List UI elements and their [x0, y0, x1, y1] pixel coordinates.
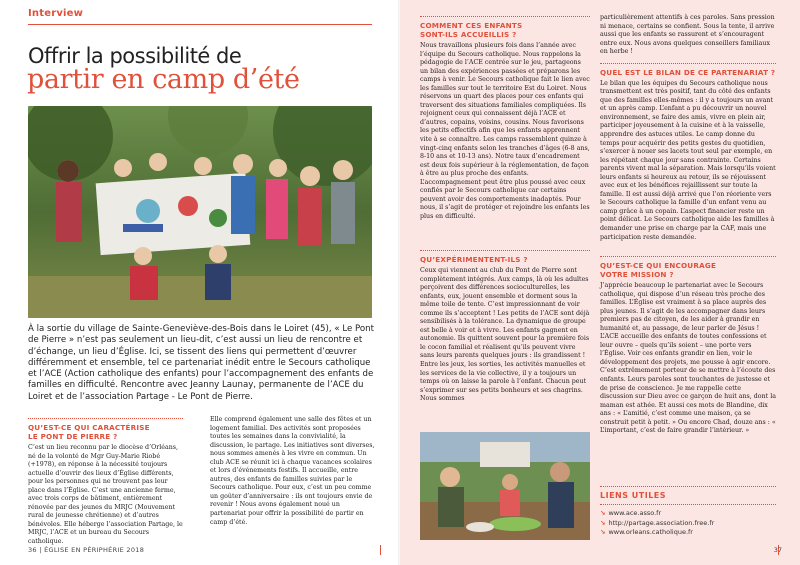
question-heading-5-line-2: VOTRE MISSION ?: [600, 270, 674, 279]
answer-1-text: C’est un lieu reconnu par le diocèse d’Orléans, né de la volonté de Mgr Guy-Marie Riobé (+1978), en réponse à la nécessité toujours actuelle d’ouvrir des lieux d’Église différents, pour les personnes qui ne trouvent pas leur place dans l’Église. C’est une ancienne ferme, avec trois corps de bâtiment, entièrement rénovée par des jeunes du MRJC (Mouvement rural de jeunesse chrétienne) et d’autres bénévoles. Elle héberge l’association Partage, le MRJC, l’ACE et un bureau du Secours catholique.: [28, 444, 183, 546]
question-heading-2: [420, 21, 590, 39]
link-ace[interactable]: [600, 509, 776, 519]
right-page: [400, 0, 800, 565]
headline-line-1: Offrir la possibilité de: [28, 44, 242, 68]
useful-links-box: [600, 484, 776, 538]
arrow-icon: ↘: [600, 509, 606, 517]
answer-1-continued-text: Elle comprend également une salle des fêtes et un logement familial. Des activités sont proposées toutes les semaines dans la convivialité, la discussion, le partage. Les initiatives sont diverses, nous sommes amenés à les vivre en commun. Un club ACE se réunit ici à chaque vacances scolaires et lors d’événements festifs. Il accueille, entre autres, des enfants de familles suivies par le Secours catholique. Pour eux, c’est un peu comme un goûter d’anniversaire : ils ont toujours envie de revenir ! Nous avons également noué un partenariat pour offrir la possibilité de partir en camp d’été.: [210, 416, 375, 526]
link-orleans[interactable]: [600, 528, 776, 538]
left-column-2: [210, 416, 375, 527]
right-column-1-lower: [420, 248, 590, 404]
question-heading-1-line-2: LE PONT DE PIERRE ?: [28, 432, 118, 441]
links-divider-bottom: [600, 504, 776, 505]
question-heading-1-line-1: QU’EST-CE QUI CARACTÉRISE: [28, 423, 150, 432]
answer-3-continued-text: particulièrement attentifs à ces paroles. Sans pression ni menace, certains se confient. Sous la tente, il arrive aussi que les enfants se rassurent et s’encouragent entre eux. Nous avons quelques conseillers familiaux en herbe !: [600, 14, 775, 56]
photo-children-cooking: [420, 432, 590, 540]
right-column-1: [420, 14, 590, 221]
question-heading-4: QUEL EST LE BILAN DE CE PARTENARIAT ?: [600, 67, 776, 77]
group-photo-children-banner: [28, 106, 372, 318]
links-divider: [600, 486, 776, 487]
intro-paragraph: À la sortie du village de Sainte-Geneviève-des-Bois dans le Loiret (45), « Le Pont de Pierre » n’est pas seulement un lieu-dit, c’est aussi un lieu de rencontre et d’échange, un lieu d’Église. Ici, se tissent des liens qui permettent d’œuvrer différemment et ensemble, tel ce partenariat inédit entre le Secours catholique et l’ACE (Action catholique des enfants) pour l’accompagnement des enfants de familles en difficulté. Rencontre avec Jeanny Launay, permanente de l’ACE du Loiret et de l’association Partage - Le Pont de Pierre.: [28, 324, 374, 402]
group-photo-illustration: [28, 106, 372, 318]
left-folio-bar: [380, 545, 381, 555]
question-heading-1: [28, 423, 183, 441]
question-divider: [420, 16, 590, 17]
arrow-icon: ↘: [600, 518, 606, 527]
left-column-1: [28, 416, 183, 547]
question-divider: [600, 256, 776, 257]
link-orleans-text[interactable]: www.orleans.catholique.fr: [608, 528, 693, 536]
question-divider: [28, 418, 183, 419]
right-folio: 37: [773, 546, 782, 554]
answer-2-text: Nous travaillons plusieurs fois dans l’année avec l’équipe du Secours catholique. Nous rappelons la pédagogie de l’ACE centrée sur le jeu, partageons un bilan des expériences passées et préparons les camps à venir. Le Secours catholique fait le lien avec les familles sur tout le territoire Est du Loiret. Nous réservons un quart des places pour ces enfants qui traversent des situations familiales compliquées. Ils rejoignent ceux qui connaissent déjà l’ACE et d’autres, copains, voisins, cousins. Nous favorisons les petits effectifs afin que les enfants apprennent vite à se connaître. Les camps rassemblent quinze à vingt-cinq enfants selon les tranches d’âges (6-8 ans, 8-10 ans et 10-13 ans). Notre taux d’encadrement est deux fois supérieur à la réglementation, de façon à être au plus proche des enfants. L’accompagnement peut être plus poussé avec ceux confiés par le Secours catholique car certains peuvent avoir des comportements inadaptés. Pour nous, il s’agit de protéger et rejoindre les enfants les plus en difficulté.: [420, 42, 590, 220]
question-divider: [600, 63, 776, 64]
question-divider: [420, 250, 590, 251]
rubric-divider: [28, 24, 372, 25]
link-partage-text[interactable]: http://partage.association.free.fr: [608, 518, 715, 527]
question-heading-3: QU’EXPÉRIMENTENT-ILS ?: [420, 255, 528, 264]
section-rubric: Interview: [28, 8, 84, 19]
useful-links-title: LIENS UTILES: [600, 491, 667, 500]
left-folio: 36 | ÉGLISE EN PÉRIPHÉRIE 2018: [28, 546, 145, 554]
question-heading-5-line-1: QU’EST-CE QUI ENCOURAGE: [600, 261, 717, 270]
answer-5-text: J’apprécie beaucoup le partenariat avec le Secours catholique, qui dispose d’un réseau très proche des familles. L’Église est vraiment à sa place auprès des plus jeunes. Il s’agit de les accompagner dans leurs premiers pas de citoyen, de les aider à grandir en humanité et, au passage, de leur parler de Jésus ! L’ACE accueille des enfants de toutes confessions et leur ouvre – quels qu’ils soient – une porte vers l’Église. Voir ces enfants grandir en lien, voir le développement des projets, me pousse à agir encore. C’est extrêmement porteur de se mettre à l’écoute des enfants. Leurs paroles sont touchantes de justesse et de prise de conscience. Je me rappelle cette discussion sur Dieu avec ce garçon de huit ans, dont la maman est athée. Et aussi ces mots de Blandine, dix ans : « L’amitié, c’est comme une maison, ça se construit petit à petit. » Ou encore Chad, douze ans : « L’important, c’est de faire grandir l’intérieur. »: [600, 282, 776, 435]
question-heading-2-line-2: SONT-ILS ACCUEILLIS ?: [420, 30, 517, 39]
right-column-2: [600, 14, 776, 242]
link-partage[interactable]: [600, 519, 776, 529]
headline-line-2: partir en camp d’été: [27, 64, 300, 95]
arrow-icon: ↘: [600, 528, 606, 536]
answer-4-text: Le bilan que les équipes du Secours catholique nous transmettent est très positif, tant du côté des enfants que des familles elles-mêmes : il y a toujours un avant et un après camp. L’enfant a pu découvrir un nouvel environnement, se faire des amis, vivre en plein air, participer joyeusement à la cuisine et à la vaisselle, apprendre des astuces utiles. Le camp donne du temps pour acquérir des petits gestes du quotidien, s’exercer à nouer ses lacets tout seul par exemple, en les répétant chaque jour sans contrainte. Certains parents vivent mal la séparation. Mais lorsqu’ils voient leurs enfants si heureux au retour, ils se réjouissent avec eux et les bénéfices rejaillissent sur toute la famille. Il est aussi déjà arrivé que l’on réoriente vers le Secours catholique la famille d’un enfant venu au camp grâce à un copain. L’aspect financier reste un point délicat. Le Secours catholique aide les familles à demander une prise en charge par la CAF, mais une participation reste demandée.: [600, 79, 776, 241]
question-heading-5: [600, 261, 776, 279]
right-column-2-lower: [600, 254, 776, 436]
cooking-photo-illustration: [420, 432, 590, 540]
answer-3-text: Ceux qui viennent au club du Pont de Pierre sont complètement intégrés. Aux camps, là où les adultes perçoivent des différences socioculturelles, les enfants, eux, jouent ensemble et dorment sous la même toile de tente. C’est impressionnant de voir comme ils s’acceptent ! Les petits de l’ACE sont déjà sensibilisés à la tolérance. La dynamique de groupe est belle à voir et à vivre. Les enfants gagnent en autonomie. Ils quittent souvent pour la première fois le cocon familial et réalisent qu’ils peuvent vivre sans leurs parents quelques jours : ils grandissent ! Entre les jeux, les sorties, les activités manuelles et les services de la vie collective, il y a toujours un temps où on laisse la parole à l’enfant. Chacun peut s’exprimer sur ses petits bonheurs et ses chagrins. Nous sommes: [420, 267, 590, 403]
link-ace-text[interactable]: www.ace.asso.fr: [608, 509, 662, 517]
question-heading-2-line-1: COMMENT CES ENFANTS: [420, 21, 523, 30]
